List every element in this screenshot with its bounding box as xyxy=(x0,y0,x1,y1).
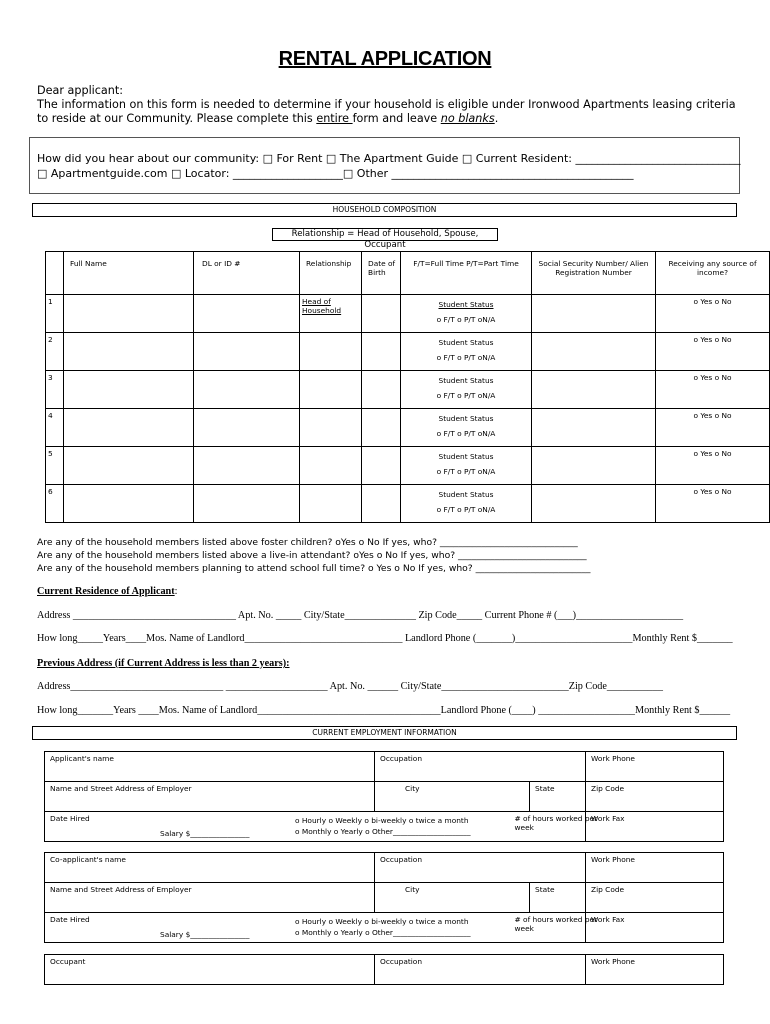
dob-cell[interactable] xyxy=(362,371,401,409)
date-hired-field[interactable]: Date Hired Salary $________________ o Hourly o Weekly o bi-weekly o twice a month o Monthly o Yearly o Other_____________________ xyxy=(45,812,375,842)
greeting: Dear applicant: xyxy=(37,84,124,97)
pay-frequency-2[interactable]: o Monthly o Yearly o Other_____________________ xyxy=(295,928,471,937)
ssn-cell[interactable] xyxy=(532,447,656,485)
occupant-table xyxy=(44,954,724,985)
employer-address-field[interactable]: Name and Street Address of Employer xyxy=(45,782,375,812)
row-number: 5 xyxy=(46,447,64,485)
header-dob: Date of Birth xyxy=(362,252,401,295)
student-status-cell[interactable]: Student Status o F/T o P/T oN/A xyxy=(401,447,532,485)
state-field[interactable]: State xyxy=(530,782,586,812)
foster-children-question[interactable]: Are any of the household members listed above foster children? oYes o No If yes, who? ______________________________ xyxy=(37,537,578,548)
pay-frequency-1[interactable]: o Hourly o Weekly o bi-weekly o twice a month xyxy=(295,816,469,825)
occupant-name-field[interactable]: Occupant xyxy=(45,955,375,985)
relationship-cell[interactable] xyxy=(300,447,362,485)
ssn-cell[interactable] xyxy=(532,371,656,409)
dob-cell[interactable] xyxy=(362,485,401,523)
date-hired-field[interactable]: Date Hired Salary $________________ o Hourly o Weekly o bi-weekly o twice a month o Monthly o Yearly o Other_____________________ xyxy=(45,913,375,943)
header-income: Receiving any source of income? xyxy=(656,252,770,295)
referral-line-1[interactable]: How did you hear about our community: □ For Rent □ The Apartment Guide □ Current Resident: ______________________________ xyxy=(37,152,741,165)
relationship-cell[interactable] xyxy=(300,371,362,409)
household-table xyxy=(45,251,770,523)
city-field[interactable]: City xyxy=(375,883,530,913)
relationship-note: Relationship = Head of Household, Spouse, Occupant xyxy=(272,228,498,241)
referral-box xyxy=(29,137,740,194)
dl-cell[interactable] xyxy=(194,295,300,333)
student-status-cell[interactable]: Student Status o F/T o P/T oN/A xyxy=(401,371,532,409)
page-title: RENTAL APPLICATION xyxy=(278,48,492,70)
dl-cell[interactable] xyxy=(194,371,300,409)
work-phone-field[interactable]: Work Phone xyxy=(586,752,724,782)
income-yes-no[interactable]: o Yes o No xyxy=(656,447,770,485)
dob-cell[interactable] xyxy=(362,409,401,447)
dob-cell[interactable] xyxy=(362,295,401,333)
coapplicant-employment-table xyxy=(44,852,724,943)
ssn-cell[interactable] xyxy=(532,485,656,523)
row-number: 2 xyxy=(46,333,64,371)
coapplicant-name-field[interactable]: Co-applicant's name xyxy=(45,853,375,883)
table-row xyxy=(46,485,770,523)
relationship-cell[interactable] xyxy=(300,485,362,523)
hours-field[interactable]: # of hours worked per week xyxy=(375,913,586,943)
table-row xyxy=(46,333,770,371)
applicant-employment-table xyxy=(44,751,724,842)
school-question[interactable]: Are any of the household members planning to attend school full time? o Yes o No If yes, who? _________________________ xyxy=(37,563,591,574)
relationship-cell[interactable] xyxy=(300,295,362,333)
table-row xyxy=(46,295,770,333)
household-section-header: HOUSEHOLD COMPOSITION xyxy=(32,203,737,217)
income-yes-no[interactable]: o Yes o No xyxy=(656,371,770,409)
current-address-line[interactable]: Address ________________________________ Apt. No. _____ City/State______________ Zip Code_____ Current Phone # (___)_____________________ xyxy=(37,610,684,621)
header-full-name: Full Name xyxy=(64,252,194,295)
row-number: 4 xyxy=(46,409,64,447)
current-howlong-line[interactable]: How long_____Years____Mos. Name of Landlord_______________________________ Landlord Phone (_______)_______________________Monthly Rent $_______ xyxy=(37,633,733,644)
ssn-cell[interactable] xyxy=(532,295,656,333)
dl-cell[interactable] xyxy=(194,409,300,447)
hours-field[interactable]: # of hours worked per week xyxy=(375,812,586,842)
student-status-cell[interactable]: Student Status o F/T o P/T oN/A xyxy=(401,295,532,333)
employment-section-header: CURRENT EMPLOYMENT INFORMATION xyxy=(32,726,737,740)
employer-address-field[interactable]: Name and Street Address of Employer xyxy=(45,883,375,913)
income-yes-no[interactable]: o Yes o No xyxy=(656,485,770,523)
city-field[interactable]: City xyxy=(375,782,530,812)
relationship-cell[interactable] xyxy=(300,409,362,447)
previous-address-line[interactable]: Address______________________________ ____________________ Apt. No. ______ City/State_________________________Zip Code___________ xyxy=(37,681,663,692)
dl-cell[interactable] xyxy=(194,485,300,523)
table-row xyxy=(46,447,770,485)
work-fax-field[interactable]: Work Fax xyxy=(586,913,724,943)
applicant-name-field[interactable]: Applicant's name xyxy=(45,752,375,782)
row-number: 3 xyxy=(46,371,64,409)
live-in-attendant-question[interactable]: Are any of the household members listed above a live-in attendant? oYes o No If yes, who? ____________________________ xyxy=(37,550,587,561)
occupation-field[interactable]: Occupation xyxy=(375,853,586,883)
state-field[interactable]: State xyxy=(530,883,586,913)
work-phone-field[interactable]: Work Phone xyxy=(586,955,724,985)
full-name-cell[interactable] xyxy=(64,333,194,371)
full-name-cell[interactable] xyxy=(64,447,194,485)
full-name-cell[interactable] xyxy=(64,295,194,333)
zip-field[interactable]: Zip Code xyxy=(586,883,724,913)
intro-text xyxy=(37,84,747,126)
dl-cell[interactable] xyxy=(194,333,300,371)
ssn-cell[interactable] xyxy=(532,409,656,447)
work-phone-field[interactable]: Work Phone xyxy=(586,853,724,883)
previous-howlong-line[interactable]: How long_______Years ____Mos. Name of Landlord____________________________________Landlord Phone (____) ___________________Monthly Rent $______ xyxy=(37,705,731,716)
previous-address-heading: Previous Address (if Current Address is less than 2 years): xyxy=(37,658,290,669)
table-row xyxy=(46,409,770,447)
occupation-field[interactable]: Occupation xyxy=(375,752,586,782)
household-table-header xyxy=(46,252,770,295)
table-row xyxy=(46,371,770,409)
intro-paragraph: The information on this form is needed to determine if your household is eligible under Ironwood Apartments leasing criteria to reside at our Community. Please complete this entire form and leave no blanks. xyxy=(37,98,736,125)
full-name-cell[interactable] xyxy=(64,371,194,409)
pay-frequency-1[interactable]: o Hourly o Weekly o bi-weekly o twice a month xyxy=(295,917,469,926)
dob-cell[interactable] xyxy=(362,447,401,485)
income-yes-no[interactable]: o Yes o No xyxy=(656,409,770,447)
dl-cell[interactable] xyxy=(194,447,300,485)
header-ssn: Social Security Number/ Alien Registration Number xyxy=(532,252,656,295)
salary-field[interactable]: Salary $________________ xyxy=(160,930,250,939)
student-status-cell[interactable]: Student Status o F/T o P/T oN/A xyxy=(401,333,532,371)
header-ftpt: F/T=Full Time P/T=Part Time xyxy=(401,252,532,295)
student-status-cell[interactable]: Student Status o F/T o P/T oN/A xyxy=(401,485,532,523)
income-yes-no[interactable]: o Yes o No xyxy=(656,295,770,333)
relationship-cell[interactable] xyxy=(300,333,362,371)
full-name-cell[interactable] xyxy=(64,485,194,523)
salary-field[interactable]: Salary $________________ xyxy=(160,829,250,838)
row-number: 1 xyxy=(46,295,64,333)
head-of-household-label: Head of Household xyxy=(302,297,342,315)
student-status-cell[interactable]: Student Status o F/T o P/T oN/A xyxy=(401,409,532,447)
dob-cell[interactable] xyxy=(362,333,401,371)
ssn-cell[interactable] xyxy=(532,333,656,371)
current-residence-heading: Current Residence of Applicant: xyxy=(37,586,178,597)
income-yes-no[interactable]: o Yes o No xyxy=(656,333,770,371)
pay-frequency-2[interactable]: o Monthly o Yearly o Other_____________________ xyxy=(295,827,471,836)
referral-line-2[interactable]: □ Apartmentguide.com □ Locator: ____________________□ Other ____________________________________________ xyxy=(37,167,634,180)
header-dl: DL or ID # xyxy=(194,252,300,295)
work-fax-field[interactable]: Work Fax xyxy=(586,812,724,842)
row-number: 6 xyxy=(46,485,64,523)
zip-field[interactable]: Zip Code xyxy=(586,782,724,812)
full-name-cell[interactable] xyxy=(64,409,194,447)
header-relationship: Relationship xyxy=(300,252,362,295)
occupation-field[interactable]: Occupation xyxy=(375,955,586,985)
